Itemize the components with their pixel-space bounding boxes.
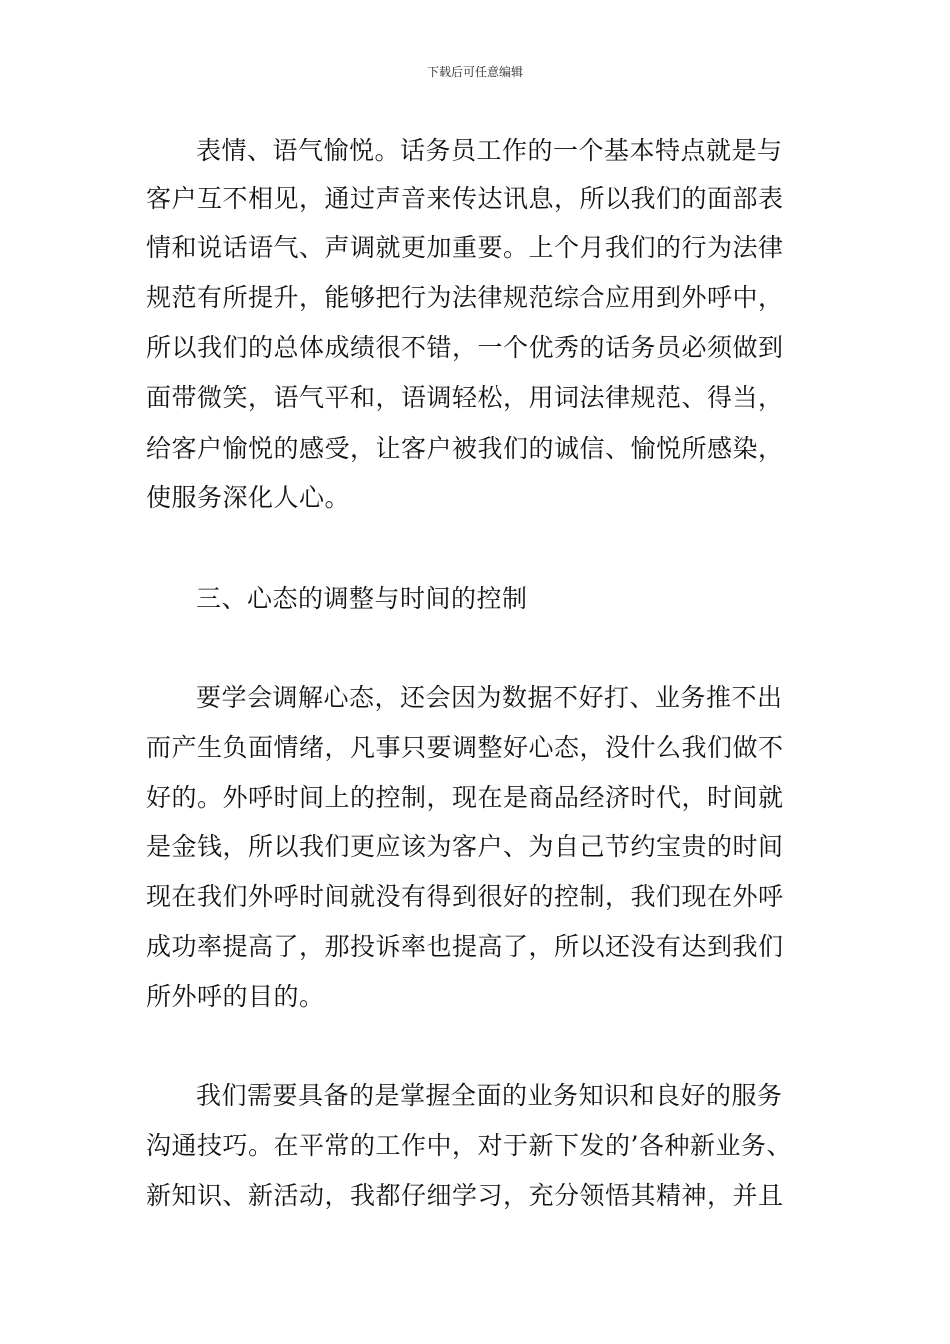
page-header-note: 下载后可任意编辑 bbox=[426, 65, 523, 79]
text-line: 我们需要具备的是掌握全面的业务知识和良好的服务 bbox=[196, 1081, 783, 1110]
text-line: 规范有所提升，能够把行为法律规范综合应用到外呼中， bbox=[146, 283, 784, 312]
text-line: 好的。外呼时间上的控制，现在是商品经济时代，时间就 bbox=[146, 783, 784, 812]
text-line: 所外呼的目的。 bbox=[146, 982, 325, 1011]
section-heading-text: 三、心态的调整与时间的控制 bbox=[196, 584, 528, 613]
text-line: 要学会调解心态，还会因为数据不好打、业务推不出 bbox=[196, 683, 783, 712]
text-line: 使服务深化人心。 bbox=[146, 483, 351, 512]
text-line: 成功率提高了，那投诉率也提高了，所以还没有达到我们 bbox=[146, 932, 784, 961]
text-line: 现在我们外呼时间就没有得到很好的控制，我们现在外呼 bbox=[146, 882, 784, 911]
text-line: 新知识、新活动，我都仔细学习，充分领悟其精神，并且 bbox=[146, 1181, 784, 1210]
text-line: 表情、语气愉悦。话务员工作的一个基本特点就是与 bbox=[196, 136, 783, 165]
text-line: 而产生负面情绪，凡事只要调整好心态，没什么我们做不 bbox=[146, 733, 784, 762]
text-line: 情和说话语气、声调就更加重要。上个月我们的行为法律 bbox=[146, 233, 784, 262]
text-line: 所以我们的总体成绩很不错，一个优秀的话务员必须做到 bbox=[146, 333, 784, 362]
text-line: 沟通技巧。在平常的工作中，对于新下发的’各种新业务、 bbox=[146, 1131, 792, 1160]
text-line: 面带微笑，语气平和，语调轻松，用词法律规范、得当， bbox=[146, 383, 784, 412]
text-line: 客户互不相见，通过声音来传达讯息，所以我们的面部表 bbox=[146, 184, 784, 213]
text-line: 给客户愉悦的感受，让客户被我们的诚信、愉悦所感染， bbox=[146, 434, 784, 463]
text-line: 是金钱，所以我们更应该为客户、为自己节约宝贵的时间 bbox=[146, 832, 784, 861]
